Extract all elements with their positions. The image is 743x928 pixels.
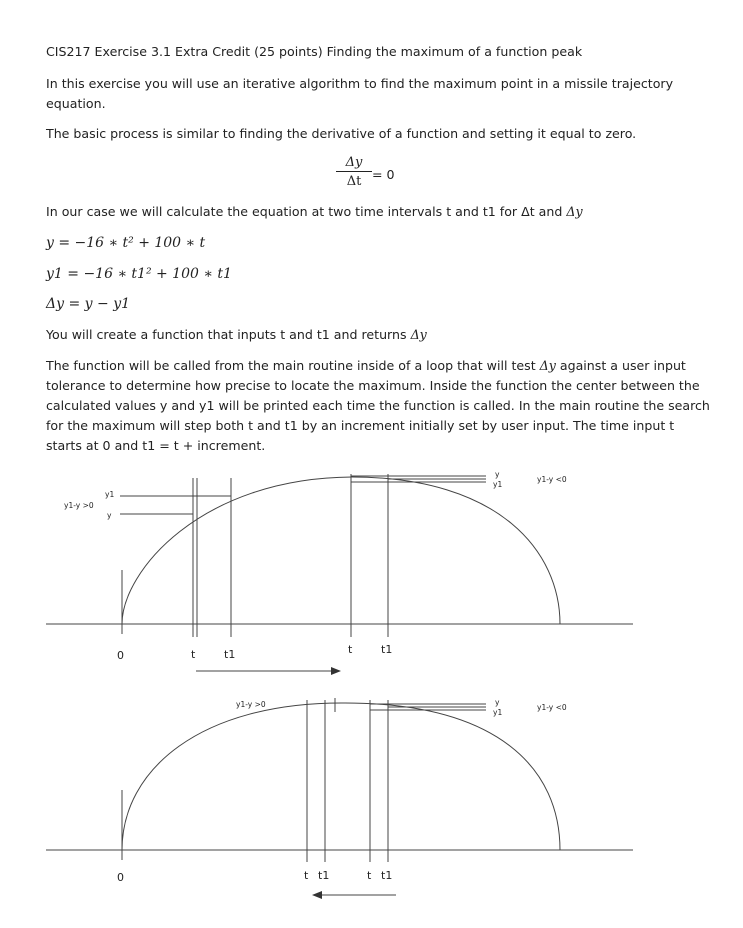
- trajectory-curve: [122, 477, 560, 624]
- diagram-backward-search: [0, 690, 743, 910]
- create-function-variable: Δy: [410, 327, 427, 342]
- fraction-numerator: Δy: [336, 155, 372, 172]
- diagram-forward-search: [0, 462, 743, 682]
- page-title: CIS217 Exercise 3.1 Extra Credit (25 points) Finding the maximum of a function peak: [46, 44, 583, 59]
- t-label-b: t: [348, 643, 353, 656]
- t-label-a: t: [304, 869, 309, 882]
- right-condition-label: y1-y <0: [537, 703, 567, 712]
- equation-y: y = −16 ∗ t² + 100 ∗ t: [46, 235, 206, 251]
- right-y1-label: y1: [493, 480, 503, 489]
- t-label-b: t: [367, 869, 372, 882]
- zero-label: 0: [117, 649, 124, 662]
- right-y1-label: y1: [493, 708, 503, 717]
- main-paragraph-part2: against a user input tolerance to determine how precise to locate the maximum. Inside the function the center between the calculated values y and y1 will be printed each time the function is called. In the main routine the search for the maximum will step both t and t1 by an increment initially set by user input. The time input t starts at 0 and t1 = t + increment.: [46, 358, 710, 453]
- equation-y1: y1 = −16 ∗ t1² + 100 ∗ t1: [46, 266, 232, 282]
- fraction-denominator: Δt: [346, 174, 362, 189]
- our-case-text: [46, 202, 583, 222]
- right-y-label: y: [495, 698, 500, 707]
- t-label-a: t: [191, 648, 196, 661]
- y1-label: y1: [105, 490, 115, 499]
- zero-label: 0: [117, 871, 124, 884]
- our-case-variable: Δy: [566, 204, 583, 219]
- left-arrow-icon: [312, 891, 396, 899]
- t1-label-b: t1: [381, 869, 393, 882]
- create-function-sentence: You will create a function that inputs t and t1 and returns: [46, 327, 411, 342]
- t1-label-a: t1: [318, 869, 330, 882]
- our-case-sentence: In our case we will calculate the equation at two time intervals t and t1 for Δt and: [46, 204, 567, 219]
- t1-label-b: t1: [381, 643, 393, 656]
- main-paragraph-part1: The function will be called from the main routine inside of a loop that will test: [46, 358, 540, 373]
- main-paragraph: [46, 356, 714, 456]
- right-condition-label: y1-y <0: [537, 475, 567, 484]
- create-function-text: [46, 325, 427, 345]
- right-arrow-icon: [196, 667, 341, 675]
- t1-label-a: t1: [224, 648, 236, 661]
- equation-delta-y: Δy = y − y1: [46, 296, 131, 312]
- left-condition-label: y1-y >0: [236, 700, 266, 709]
- derivative-equation: [336, 155, 395, 189]
- y-label: y: [107, 511, 112, 520]
- left-condition-label: y1-y >0: [64, 501, 94, 510]
- right-y-label: y: [495, 470, 500, 479]
- equals-zero: = 0: [372, 167, 395, 182]
- intro-paragraph: In this exercise you will use an iterative algorithm to find the maximum point in a missile trajectory equation.: [46, 76, 674, 111]
- main-paragraph-variable: Δy: [539, 358, 556, 373]
- basic-process-text: The basic process is similar to finding the derivative of a function and setting it equal to zero.: [46, 126, 637, 141]
- trajectory-curve: [122, 703, 560, 850]
